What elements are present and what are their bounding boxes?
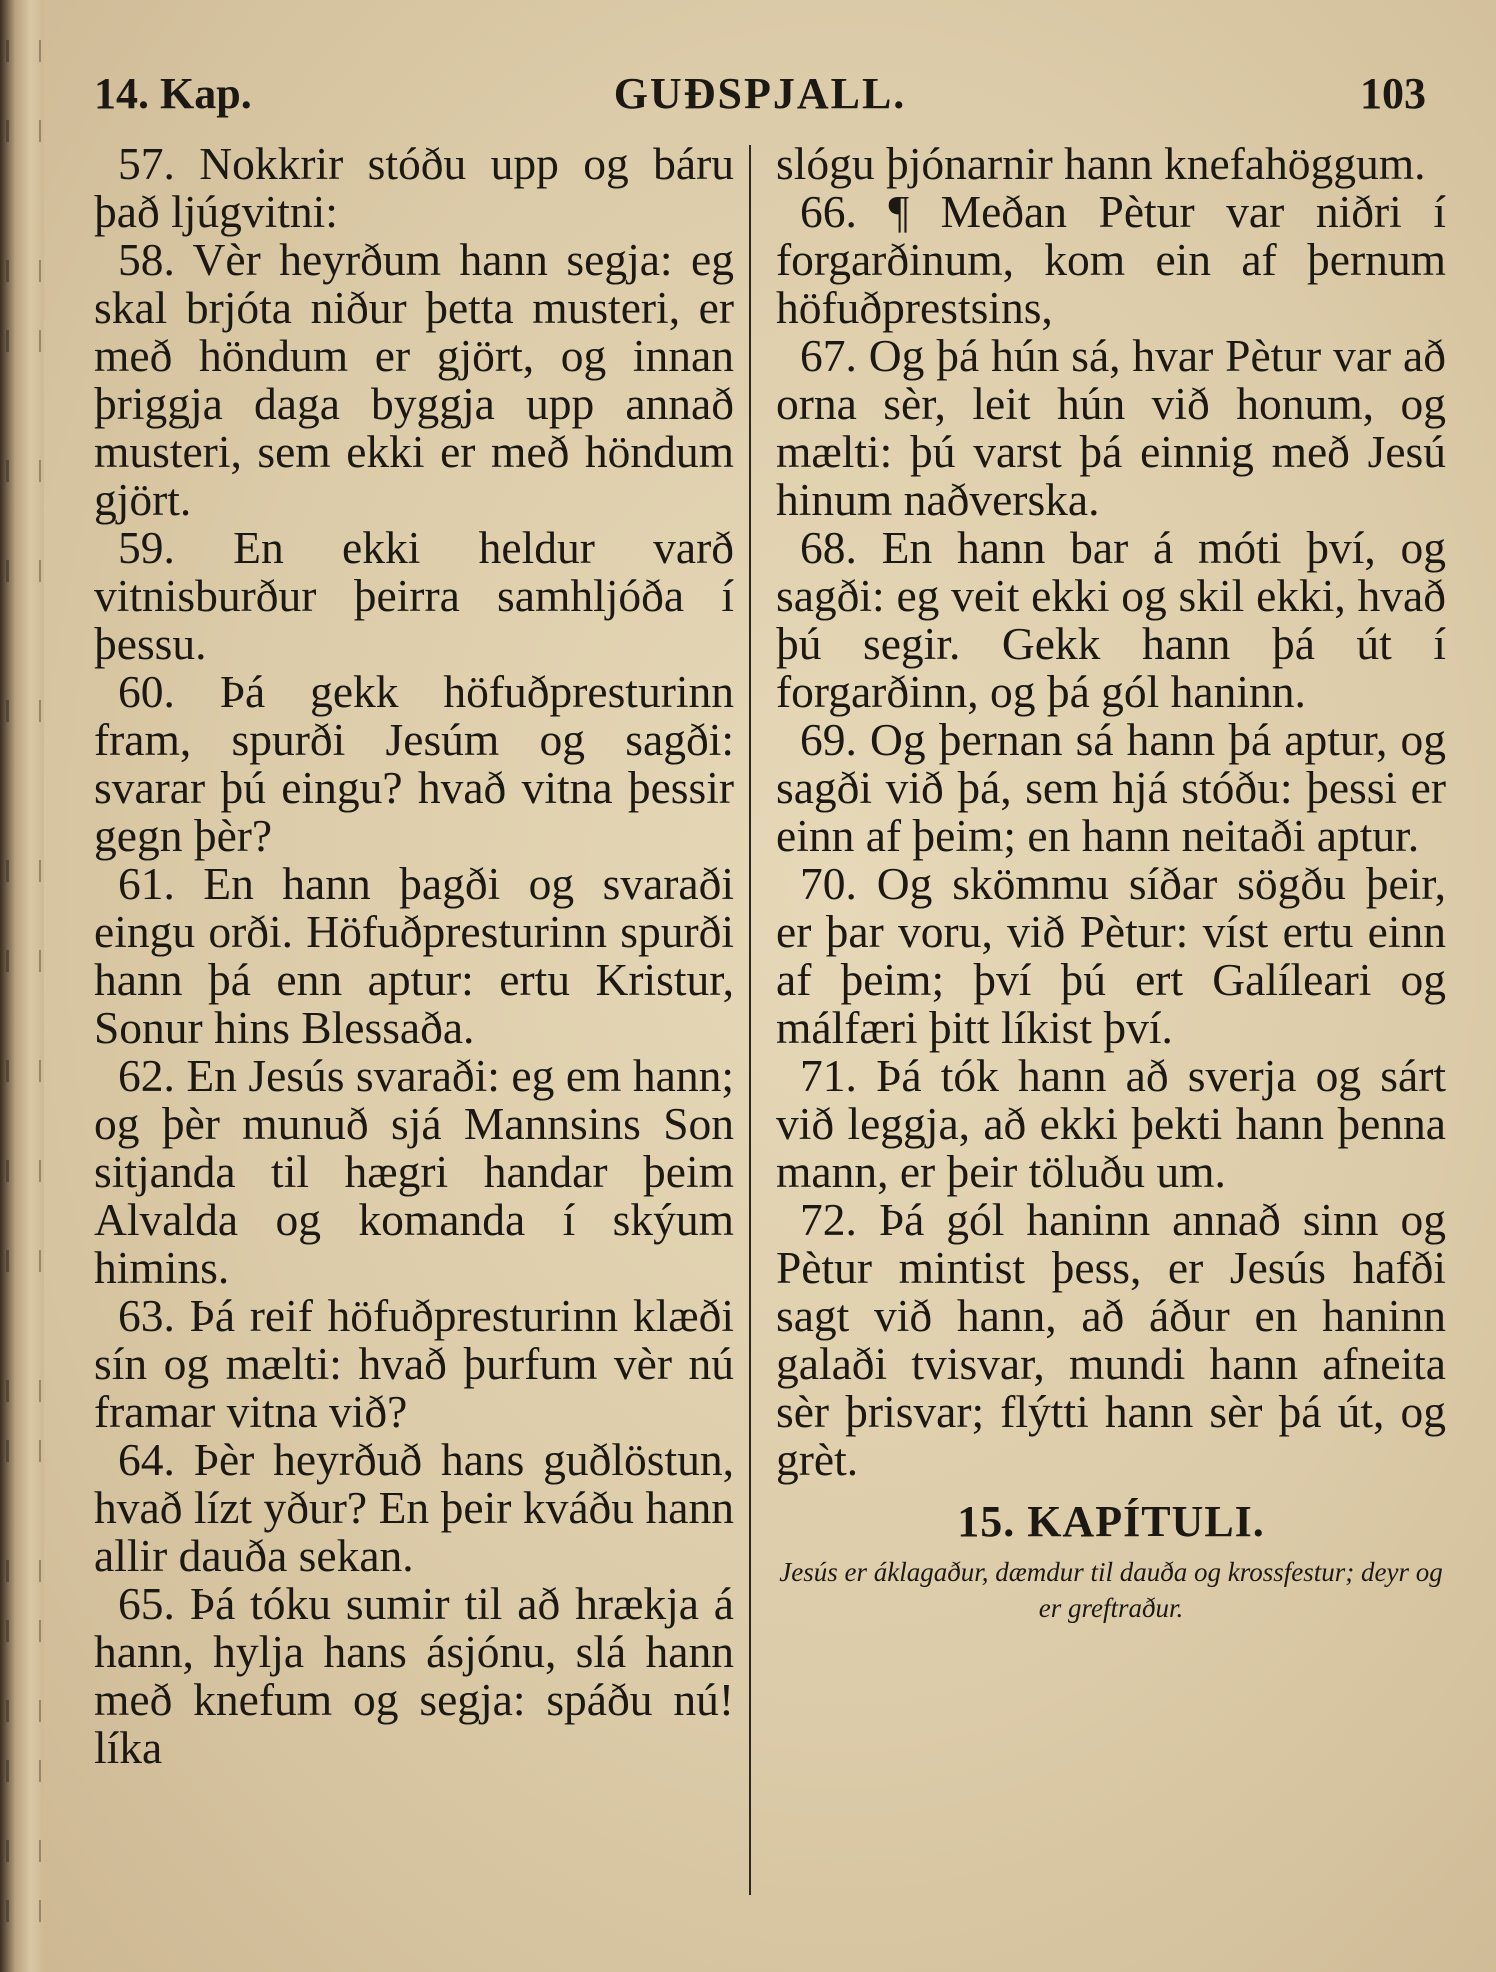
verse-66: 66. ¶ Meðan Pètur var niðri í forgarðinum, kom ein af þernum höfuðprestsins, bbox=[776, 186, 1446, 333]
verse-58: 58. Vèr heyrðum hann segja: eg skal brjóta niður þetta musteri, er með höndum er gjört, og innan þriggja daga byggja upp annað musteri, sem ekki er með höndum gjört. bbox=[94, 234, 734, 525]
verse-65-continuation: slógu þjónarnir hann knefahöggum. bbox=[776, 138, 1426, 189]
chapter-label: 14. Kap. bbox=[94, 69, 252, 118]
verse-65: 65. Þá tóku sumir til að hrækja á hann, hylja hans ásjónu, slá hann með knefum og segja: spáðu nú! líka bbox=[94, 1578, 734, 1773]
verse-67: 67. Og þá hún sá, hvar Pètur var að orna sèr, leit hún við honum, og mælti: þú varst þá einnig með Jesú hinum naðverska. bbox=[776, 330, 1446, 525]
chapter-15-summary: Jesús er áklagaður, dæmdur til dauða og krossfestur; deyr og er greftraður. bbox=[779, 1557, 1443, 1623]
verse-57: 57. Nokkrir stóðu upp og báru það ljúgvitni: bbox=[94, 138, 734, 237]
verse-59: 59. En ekki heldur varð vitnisburður þeirra samhljóða í þessu. bbox=[94, 522, 734, 669]
verse-70: 70. Og skömmu síðar sögðu þeir, er þar voru, við Pètur: víst ertu einn af þeim; því þú ert Galíleari og málfæri þitt líkist því. bbox=[776, 858, 1446, 1053]
verse-63: 63. Þá reif höfuðpresturinn klæði sín og mælti: hvað þurfum vèr nú framar vitna við? bbox=[94, 1290, 734, 1437]
verse-71: 71. Þá tók hann að sverja og sárt við leggja, að ekki þekti hann þenna mann, er þeir töluðu um. bbox=[776, 1050, 1446, 1197]
adjacent-page-edge bbox=[0, 0, 44, 1972]
left-column bbox=[94, 140, 734, 1772]
verse-68: 68. En hann bar á móti því, og sagði: eg veit ekki og skil ekki, hvað þú segir. Gekk hann þá út í forgarðinn, og þá gól haninn. bbox=[776, 522, 1446, 717]
verse-60: 60. Þá gekk höfuðpresturinn fram, spurði Jesúm og sagði: svarar þú eingu? hvað vitna þessir gegn þèr? bbox=[94, 666, 734, 861]
page-number: 103 bbox=[1360, 69, 1426, 118]
verse-61: 61. En hann þagði og svaraði eingu orði. Höfuðpresturinn spurði hann þá enn aptur: ertu Kristur, Sonur hins Blessaða. bbox=[94, 858, 734, 1053]
right-column bbox=[776, 140, 1446, 1626]
book-page bbox=[44, 0, 1496, 1972]
verse-62: 62. En Jesús svaraði: eg em hann; og þèr munuð sjá Mannsins Son sitjanda til hægri handar þeim Alvalda og komanda í skýum himins. bbox=[94, 1050, 734, 1293]
running-title: GUÐSPJALL. bbox=[613, 69, 907, 118]
verse-72: 72. Þá gól haninn annað sinn og Pètur mintist þess, er Jesús hafði sagt við hann, að áður en haninn galaði tvisvar, mundi hann afneita sèr þrisvar; flýtti hann sèr þá út, og grèt. bbox=[776, 1194, 1446, 1485]
column-divider bbox=[749, 145, 751, 1895]
verse-69: 69. Og þernan sá hann þá aptur, og sagði við þá, sem hjá stóðu: þessi er einn af þeim; en hann neitaði aptur. bbox=[776, 714, 1446, 861]
chapter-15-heading: 15. KAPÍTULI. bbox=[957, 1497, 1265, 1546]
verse-64: 64. Þèr heyrðuð hans guðlöstun, hvað lízt yður? En þeir kváðu hann allir dauða sekan. bbox=[94, 1434, 734, 1581]
running-header bbox=[94, 68, 1426, 128]
